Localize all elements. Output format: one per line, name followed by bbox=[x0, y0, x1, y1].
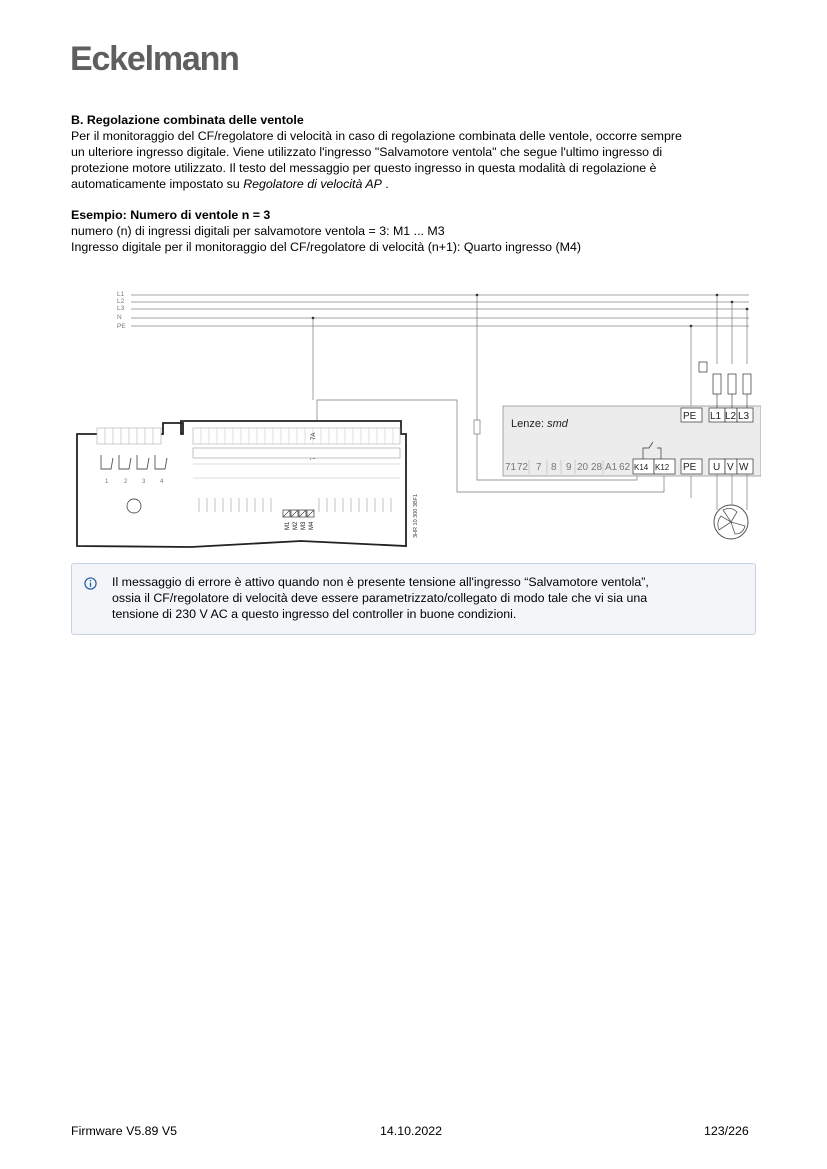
lenze-out-terminal: V bbox=[727, 462, 734, 473]
lenze-terminal: 9 bbox=[566, 462, 572, 473]
footer-date: 14.10.2022 bbox=[380, 1124, 443, 1138]
lenze-terminal: 7 bbox=[536, 462, 542, 473]
lenze-terminal: 72 bbox=[517, 462, 529, 473]
lenze-top-terminal: PE bbox=[683, 411, 697, 422]
input-number: 2 bbox=[124, 479, 128, 485]
note-line: ossia il CF/regolatore di velocità deve essere parametrizzato/collegato di modo tale che vi sia una bbox=[112, 591, 648, 605]
lenze-terminal: 20 bbox=[577, 462, 589, 473]
input-number: 3 bbox=[142, 479, 146, 485]
paragraph-line: un ulteriore ingresso digitale. Viene utilizzato l'ingresso "Salvamotore ventola" che segue l'ultimo ingresso di bbox=[71, 145, 663, 159]
lenze-out-terminal: PE bbox=[683, 462, 697, 473]
note-line: Il messaggio di errore è attivo quando non è presente tensione all'ingresso “Salvamotore ventola”, bbox=[112, 575, 649, 589]
footer-page: 123/226 bbox=[704, 1124, 749, 1138]
paragraph-line: protezione motore utilizzato. Il testo del messaggio per questo ingresso in questa modalità di regolazione è bbox=[71, 161, 657, 175]
info-note bbox=[71, 563, 756, 635]
lenze-label: Lenze: bbox=[511, 418, 545, 430]
bus-label: N bbox=[117, 314, 122, 321]
brand-logo: Eckelmann bbox=[70, 40, 239, 78]
motor-input-label: M1 bbox=[285, 521, 291, 530]
input-number: 1 bbox=[105, 479, 109, 485]
bus-label: L1 bbox=[117, 291, 125, 298]
lenze-top-terminal: L3 bbox=[738, 411, 750, 422]
bus-label: L3 bbox=[117, 305, 125, 312]
lenze-model: smd bbox=[547, 418, 568, 430]
lenze-out-terminal: U bbox=[713, 462, 721, 473]
lenze-terminal: 71 bbox=[505, 462, 517, 473]
svg-text:Lenze: smd bbox=[511, 418, 569, 430]
example-section bbox=[71, 207, 761, 255]
lenze-top-terminal: L1 bbox=[710, 411, 722, 422]
example-line: numero (n) di ingressi digitali per salvamotore ventola = 3: M1 ... M3 bbox=[71, 224, 445, 238]
motor-input-label: M3 bbox=[301, 521, 307, 530]
lenze-terminal: 8 bbox=[551, 462, 557, 473]
part-number: 3HR 10 300 3BF1 bbox=[413, 493, 419, 538]
wiring-diagram bbox=[71, 288, 761, 553]
section-title: B. Regolazione combinata delle ventole bbox=[71, 113, 304, 127]
relay-terminal: K12 bbox=[655, 463, 670, 472]
relay-terminal: K14 bbox=[634, 463, 649, 472]
example-line: Ingresso digitale per il monitoraggio del CF/regolatore di velocità (n+1): Quarto ingresso (M4) bbox=[71, 240, 581, 254]
lenze-terminal: 28 bbox=[591, 462, 603, 473]
motor-input-label: M2 bbox=[293, 521, 299, 530]
lenze-out-terminal: W bbox=[739, 462, 749, 473]
lenze-terminal: A1 bbox=[605, 462, 618, 473]
footer-firmware: Firmware V5.89 V5 bbox=[71, 1124, 178, 1138]
lenze-top-terminal: L2 bbox=[725, 411, 737, 422]
controller-terminal: 7A bbox=[311, 432, 317, 440]
paragraph-line: automaticamente impostato su Regolatore di velocità AP . bbox=[71, 177, 389, 191]
bus-label: PE bbox=[117, 323, 126, 330]
note-line: tensione di 230 V AC a questo ingresso del controller in buone condizioni. bbox=[112, 607, 517, 621]
info-icon bbox=[84, 577, 97, 590]
section-b bbox=[71, 112, 761, 192]
lenze-terminal: 62 bbox=[619, 462, 631, 473]
input-number: 4 bbox=[160, 479, 164, 485]
example-title: Esempio: Numero di ventole n = 3 bbox=[71, 208, 271, 222]
bus-label: L2 bbox=[117, 298, 125, 305]
paragraph-line: Per il monitoraggio del CF/regolatore di velocità in caso di regolazione combinata delle ventole, occorre sempre bbox=[71, 129, 682, 143]
motor-input-label: M4 bbox=[309, 521, 315, 530]
note-text bbox=[112, 574, 732, 622]
